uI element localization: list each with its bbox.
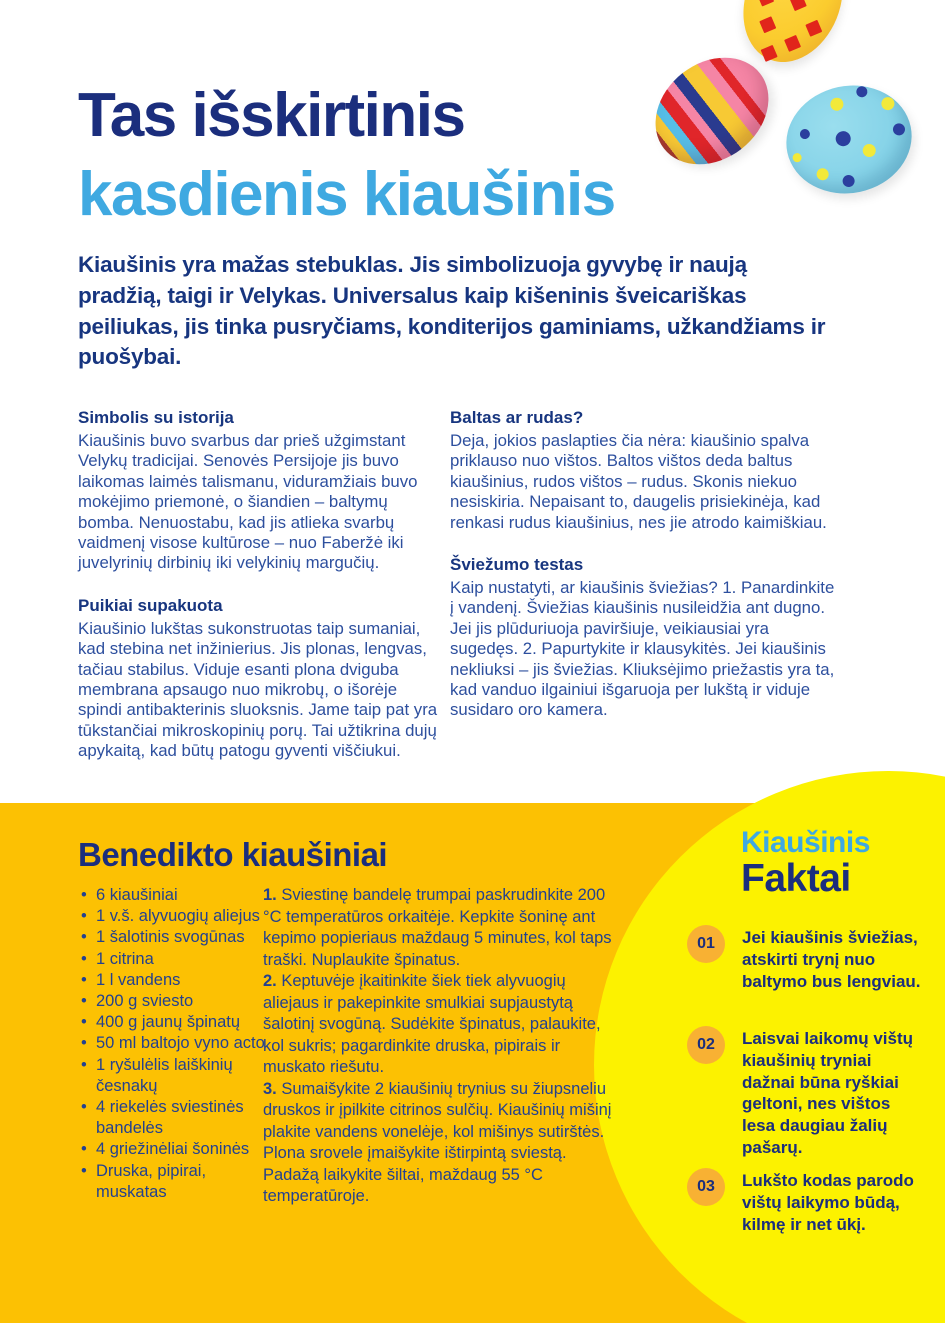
- fact-text: Lukšto kodas parodo vištų laikymo būdą, kilmę ir net ūkį.: [742, 1171, 914, 1234]
- egg-diamond-decoration: [759, 16, 776, 33]
- egg-diamond-decoration: [790, 0, 807, 11]
- ingredient-item: • 1 citrina: [80, 949, 266, 970]
- recipe-step: 3. Sumaišykite 2 kiaušinių trynius su žiupsneliu druskos ir įpilkite citrinos sulčių. Kiaušinių mišinį plakite vandens vonelėje, kol mišinys sutirštės.: [263, 1079, 612, 1141]
- egg-dot-decoration: [834, 130, 852, 148]
- article-column-right: [450, 408, 836, 743]
- fact-text: Jei kiaušinis šviežias, atskirti trynį nuo baltymo bus lengviau.: [742, 928, 921, 991]
- recipe-step: 1. Sviestinę bandelę trumpai paskrudinkite 200 °C temperatūros orkaitėje. Kepkite šoninę ant kepimo popieriaus maždaug 5 minutes, kol taps traški. Nuplaukite špinatus.: [263, 886, 612, 969]
- dotted-egg-illustration: [776, 74, 921, 205]
- section-body: Deja, jokios paslapties čia nėra: kiaušinio spalva priklauso nuo vištos. Baltos vištos deda baltus kiaušinius, rudos vištos – rudus. Skonis niekuo nesiskiria. Nepaisant to, daugelis prisiekinėja, kad renkasi rudus kiaušinius, nes jie atrodo kaimiškiau.: [450, 431, 827, 532]
- page-title-line-2: kasdienis kiaušinis: [78, 160, 615, 229]
- recipe-step: Plona srovele įmaišykite ištirpintą sviestą. Padažą laikykite šiltai, maždaug 55 °C temperatūroje.: [263, 1144, 567, 1205]
- ingredient-item: • 1 l vandens: [80, 970, 266, 991]
- egg-dot-decoration: [799, 128, 811, 140]
- egg-dot-decoration: [829, 97, 844, 112]
- egg-dot-decoration: [855, 85, 868, 98]
- section-heading: Simbolis su istorija: [78, 408, 234, 427]
- egg-dot-decoration: [892, 122, 906, 136]
- article-column-left: [78, 408, 438, 784]
- page-title-line-1: Tas išskirtinis: [78, 81, 465, 150]
- fact-number-badge: 03: [687, 1168, 725, 1206]
- section-heading: Puikiai supakuota: [78, 595, 223, 615]
- recipe-title: Benedikto kiaušiniai: [78, 836, 388, 873]
- fact-item: [687, 1026, 933, 1159]
- egg-dot-decoration: [862, 143, 877, 158]
- ingredient-item: • 1 v.š. alyvuogių aliejus: [80, 906, 266, 927]
- egg-diamond-decoration: [784, 35, 801, 52]
- fact-item: [687, 925, 933, 992]
- ingredient-item: • 4 griežinėliai šoninės: [80, 1139, 266, 1160]
- intro-paragraph: Kiaušinis yra mažas stebuklas. Jis simbolizuoja gyvybę ir naują pradžią, taigi ir Velykas. Universalus kaip kišeninis šveicariškas peiliukas, jis tinka pusryčiams, konditerijos gaminiams, užkandžiams ir puošybai.: [78, 252, 826, 370]
- recipe-step: 2. Keptuvėje įkaitinkite šiek tiek alyvuogių aliejaus ir pakepinkite smulkiai supjaustytą šalotinį svogūną. Sudėkite špinatus, palaukite, kol sukris; pagardinkite druska, pipirais ir muskato riešutu.: [263, 972, 601, 1076]
- egg-dot-decoration: [842, 174, 856, 188]
- egg-diamond-decoration: [805, 20, 822, 37]
- egg-dot-decoration: [792, 152, 803, 163]
- ingredient-list: [80, 885, 266, 1203]
- facts-title-dark: Faktai: [741, 857, 851, 900]
- ingredient-item: • Druska, pipirai, muskatas: [80, 1161, 266, 1203]
- fact-number-badge: 01: [687, 925, 725, 963]
- recipe-steps: [263, 885, 619, 1208]
- section-body: Kiaušinis buvo svarbus dar prieš užgimstant Velykų tradicijai. Senovės Persijoje jis buvo laikomas laimės talismanu, viduramžiais buvo mokėjimo priemonė, o šiandien – baltymų bomba. Nenuostabu, kad jis atlieka svarbų vaidmenį visose kultūrose – nuo Faberžė iki juvelyrinių dirbinių iki velykinių margučių.: [78, 431, 418, 573]
- fact-item: [687, 1168, 933, 1235]
- ingredient-item: • 1 ryšulėlis laiškinių česnakų: [80, 1055, 266, 1097]
- ingredient-item: • 1 šalotinis svogūnas: [80, 927, 266, 948]
- facts-title: [741, 826, 870, 898]
- egg-dot-decoration: [880, 96, 895, 111]
- ingredient-item: • 50 ml baltojo vyno acto: [80, 1033, 266, 1054]
- ingredient-item: • 4 riekelės sviestinės bandelės: [80, 1097, 266, 1139]
- fact-text: Laisvai laikomų vištų kiaušinių tryniai dažnai būna ryškiai geltoni, nes vištos lesa daugiau žalių pašarų.: [742, 1029, 914, 1157]
- section-heading: Šviežumo testas: [450, 555, 584, 575]
- section-body: Kiaušinio lukštas sukonstruotas taip sumaniai, kad stebina net inžinierius. Jis plonas, lengvas, tačiau stabilus. Viduje esanti plona dviguba membrana apsaugo nuo mikrobų, o išorėje spindi antibakterinis sluoksnis. Jame taip pat yra tūkstančiai mikroskopinių porų. Tai užtikrina dujų apykaitą, kad būtų patogu gyventi viščiukui.: [78, 618, 438, 761]
- section-body: Kaip nustatyti, ar kiaušinis šviežias? 1. Panardinkite į vandenį. Šviežias kiaušinis nusileidžia ant dugno. Jei jis plūduriuoja paviršiuje, veikiausiai yra sugedęs. 2. Papurtykite ir klausykitės. Jei kiaušinis nekliuksi – jis šviežias. Kliuksėjimo priežastis yra ta, kad vanduo ilgainiui išgaruoja per lukštą ir viduje susidaro oro kamera.: [450, 578, 835, 720]
- egg-dot-decoration: [816, 167, 830, 181]
- ingredient-item: • 200 g sviesto: [80, 991, 266, 1012]
- page-title: [78, 76, 615, 234]
- egg-diamond-decoration: [761, 45, 778, 62]
- ingredient-item: • 6 kiaušiniai: [80, 885, 266, 906]
- fact-number-badge: 02: [687, 1026, 725, 1064]
- section-heading: Baltas ar rudas?: [450, 408, 584, 427]
- egg-diamond-decoration: [757, 0, 774, 7]
- ingredient-item: • 400 g jaunų špinatų: [80, 1012, 266, 1033]
- facts-title-light: Kiaušinis: [741, 826, 870, 859]
